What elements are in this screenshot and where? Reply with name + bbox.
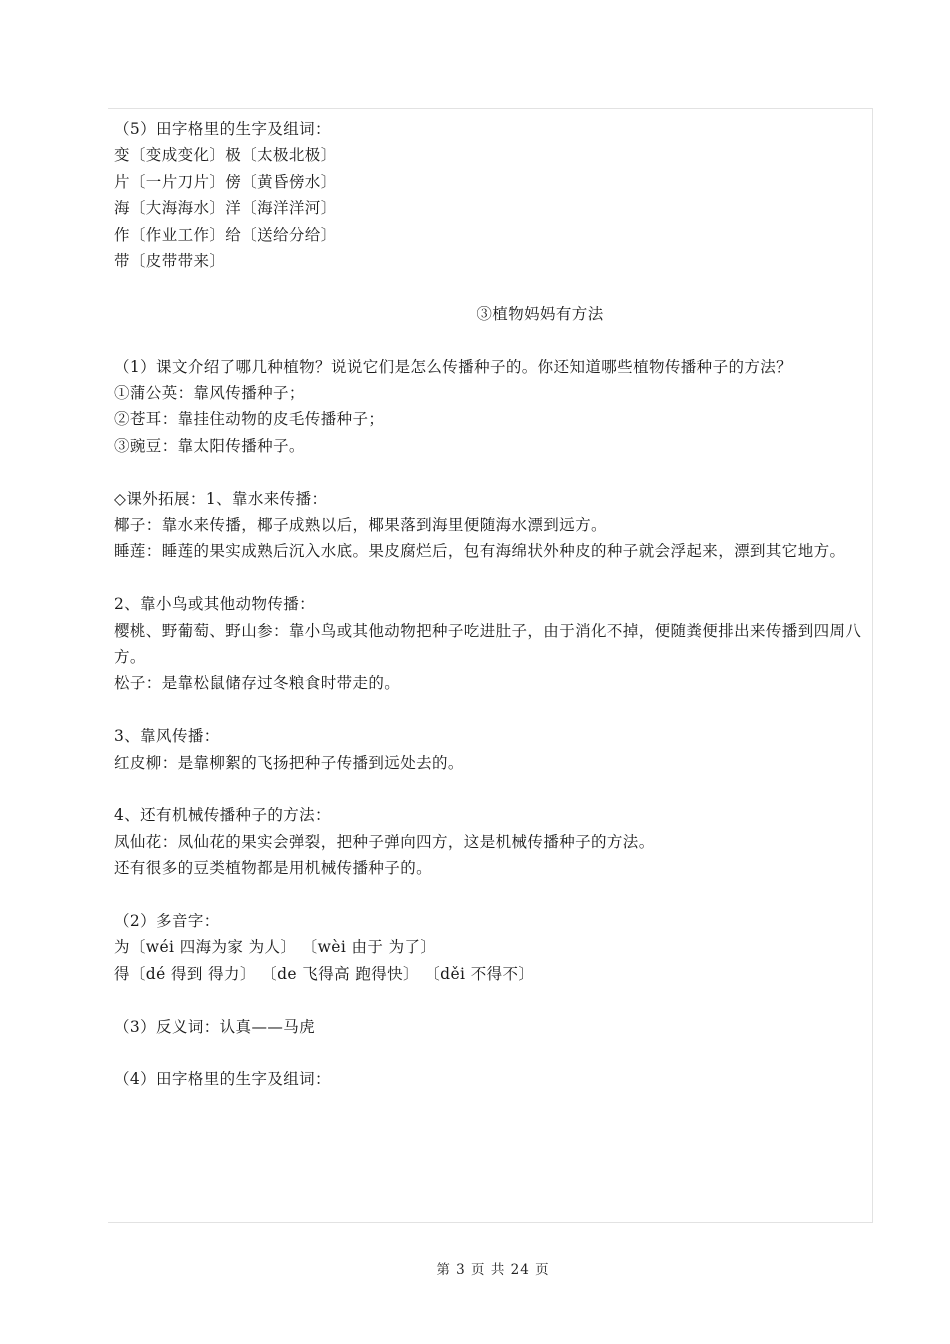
coconut-text: 椰子：靠水来传播，椰子成熟以后，椰果落到海里便随海水漂到远方。 (114, 516, 607, 535)
polyphone-de: 得〔dé 得到 得力〕 〔de 飞得高 跑得快〕 〔děi 不得不〕 (114, 964, 535, 983)
question4-heading: （4）田字格里的生字及组词： (114, 1070, 331, 1089)
lotus-text: 睡莲：睡莲的果实成熟后沉入水底。果皮腐烂后，包有海绵状外种皮的种子就会浮起来，漂到其它地方。 (114, 542, 846, 561)
document-body (114, 116, 870, 1093)
extension-animal-heading: 2、靠小鸟或其他动物传播： (114, 595, 316, 614)
pine-text: 松子：是靠松鼠储存过冬粮食时带走的。 (114, 674, 401, 693)
spacer (114, 327, 870, 353)
answer-item: ①蒲公英：靠风传播种子； (114, 384, 305, 403)
extension-water-heading: ◇课外拓展：1、靠水来传播： (114, 489, 328, 508)
spacer (114, 274, 870, 300)
spacer (114, 565, 870, 591)
spacer (114, 697, 870, 723)
vocab-line: 海〔大海海水〕洋〔海洋洋河〕 (114, 199, 337, 218)
spacer (114, 1040, 870, 1066)
vocab-line: 带〔皮带带来〕 (114, 252, 226, 271)
lesson-title: ③植物妈妈有方法 (476, 304, 604, 323)
vocab-line: 作〔作业工作〕给〔送给分给〕 (114, 225, 337, 244)
answer-item: ②苍耳：靠挂住动物的皮毛传播种子； (114, 410, 385, 429)
extension-mechanical-heading: 4、还有机械传播种子的方法： (114, 806, 331, 825)
spacer (114, 776, 870, 802)
balsam-text: 凤仙花：凤仙花的果实会弹裂，把种子弹向四方，这是机械传播种子的方法。 (114, 832, 655, 851)
cherry-text: 樱桃、野葡萄、野山参：靠小鸟或其他动物把种子吃进肚子，由于消化不掉，便随粪便排出来传播到四周八方。 (114, 621, 862, 667)
willow-text: 红皮柳：是靠柳絮的飞扬把种子传播到远处去的。 (114, 753, 464, 772)
spacer (114, 459, 870, 485)
polyphone-wei: 为〔wéi 四海为家 为人〕 〔wèi 由于 为了〕 (114, 938, 437, 957)
question3-antonyms: （3）反义词：认真——马虎 (114, 1017, 316, 1036)
question2-heading: （2）多音字： (114, 912, 220, 931)
question1-heading: （1）课文介绍了哪几种植物？说说它们是怎么传播种子的。你还知道哪些植物传播种子的方法？ (114, 357, 793, 376)
vocab-line: 变〔变成变化〕极〔太极北极〕 (114, 146, 337, 165)
extension-wind-heading: 3、靠风传播： (114, 727, 220, 746)
spacer (114, 882, 870, 908)
answer-item: ③豌豆：靠太阳传播种子。 (114, 436, 305, 455)
section5-heading: （5）田字格里的生字及组词： (114, 120, 331, 138)
spacer (114, 987, 870, 1013)
page-number: 第 3 页 共 24 页 (436, 1262, 550, 1278)
vocab-line: 片〔一片刀片〕傍〔黄昏傍水〕 (114, 172, 337, 191)
beans-text: 还有很多的豆类植物都是用机械传播种子的。 (114, 859, 433, 878)
